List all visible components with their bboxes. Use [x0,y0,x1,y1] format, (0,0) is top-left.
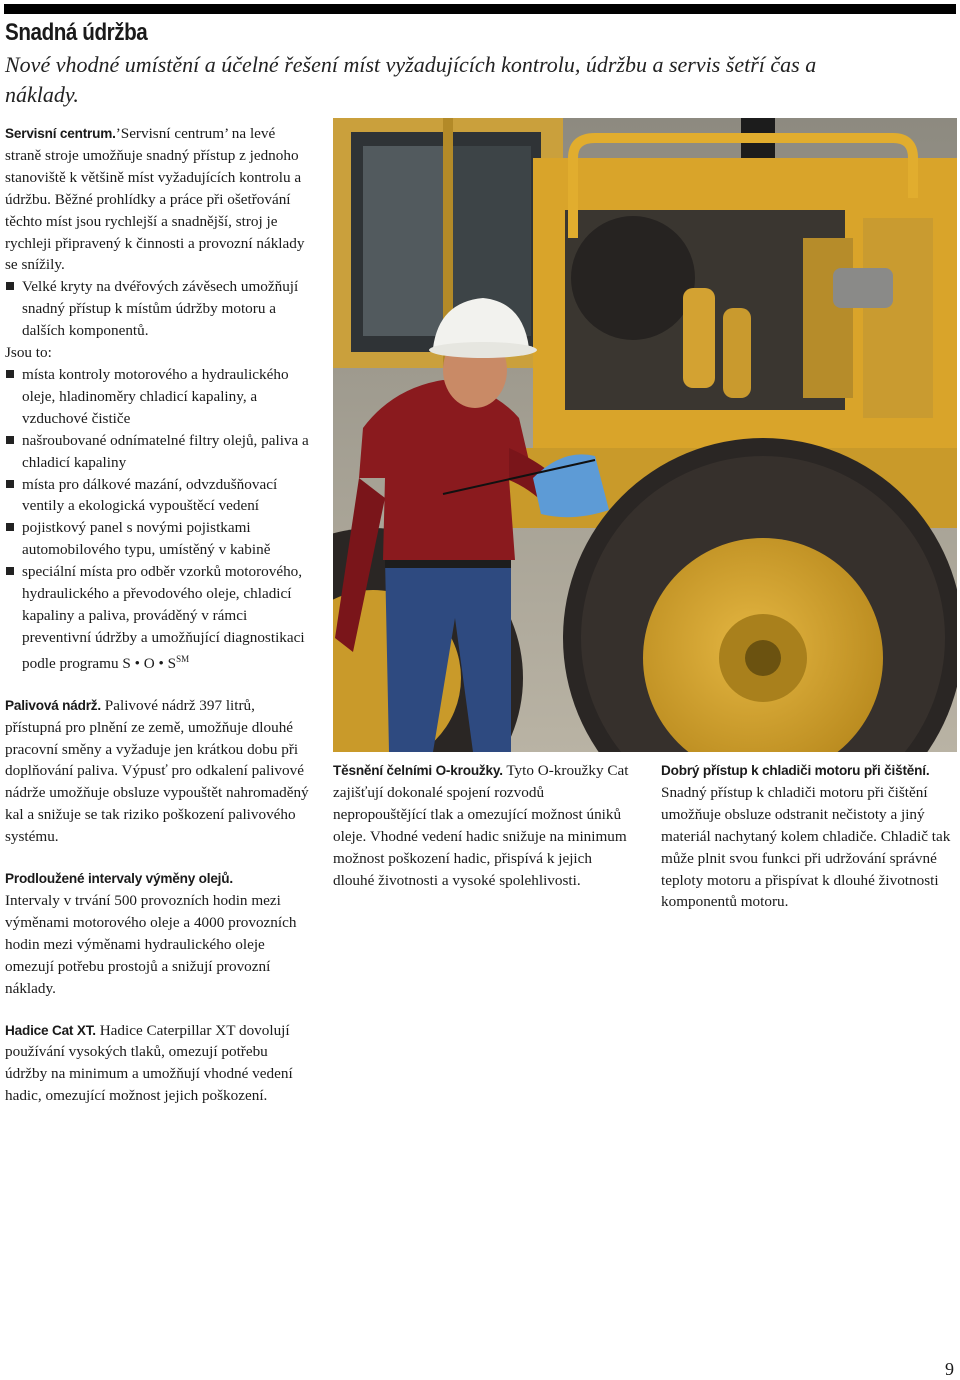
right-column [661,760,951,913]
list-intro: Jsou to: [5,344,52,362]
list-item: našroubované odnímatelné filtry olejů, paliva a chladicí kapaliny [5,430,310,474]
list-item: Velké kryty na dvéřových závěsech umožňují snadný přístup k místům údržby motoru a dalších komponentů. [5,276,310,342]
oil-intervals-lead: Prodloužené intervaly výměny olejů. [5,871,233,887]
service-points-list [5,364,310,675]
hoses-text: Hadice Caterpillar XT dovolují používání vysokých tlaků, omezují potřebu údržby na minimum a umožňují vhodné vedení hadic, omezující možnost jejich poškození. [5,1021,293,1105]
fuel-tank-lead: Palivová nádrž. [5,697,101,713]
middle-column [333,760,633,891]
o-ring-paragraph [333,760,633,891]
fuel-tank-text: Palivové nádrž 397 litrů, přístupná pro plnění ze země, umožňuje dlouhé pracovní směny a vyžaduje jen krátkou dobu při doplňování paliva. Výpusť pro odkalení palivové nádrže umožňuje obsluze vypouštět nahromaděný kal a snižuje se tak riziko poškození palivového systému. [5,696,309,846]
machine-service-photo [333,118,957,752]
page-subtitle: Nové vhodné umístění a účelné řešení míst vyžadujících kontrolu, údržbu a servis šetří čas a náklady. [5,52,817,107]
square-bullet-icon [6,480,14,488]
o-ring-lead: Těsnění čelními O-kroužky. [333,763,503,778]
square-bullet-icon [6,282,14,290]
list-item: speciální místa pro odběr vzorků motorového, hydraulického a převodového oleje, chladicí kapaliny a paliva, prováděný v rámci preventivní údržby a umožňující diagnostikaci podle programu S • O • S℠ [5,561,310,675]
page-number: 9 [945,1359,954,1379]
service-center-list [5,276,310,342]
square-bullet-icon [6,436,14,444]
fuel-tank-paragraph [5,695,310,848]
list-item: místa pro dálkové mazání, odvzdušňovací ventily a ekologická vypouštěcí vedení [5,474,310,518]
radiator-lead: Dobrý přístup k chladiči motoru při čištění. [661,763,930,778]
page-title: Snadná údržba [5,19,148,46]
hoses-paragraph [5,1020,310,1108]
oil-intervals-paragraph [5,868,310,999]
square-bullet-icon [6,523,14,531]
hoses-lead: Hadice Cat XT. [5,1022,96,1038]
left-column [5,123,310,1107]
service-center-paragraph [5,123,310,276]
radiator-paragraph [661,760,951,913]
radiator-text: Snadný přístup k chladiči motoru při čištění umožňuje obsluze odstranit nečistoty a jiný materiál nachytaný kolem chladiče. Chladič tak může plnit svou funkci při udržování správné teploty motoru a přispívat k dlouhé životnosti komponentů motoru. [661,783,951,911]
oil-intervals-text: Intervaly v trvání 500 provozních hodin mezi výměnami motorového oleje a 4000 provozních hodin mezi výměnami hydraulického oleje omezují potřebu prostojů a snižují provozní náklady. [5,891,297,997]
list-item: místa kontroly motorového a hydraulického oleje, hladinoměry chladicí kapaliny, a vzduchové čističe [5,364,310,430]
square-bullet-icon [6,370,14,378]
service-center-lead: Servisní centrum. [5,126,116,141]
header-rule [4,4,956,14]
service-center-text: ’Servisní centrum’ na levé straně stroje umožňuje snadný přístup z jednoho stanoviště k většině míst vyžadujících kontrolu a údržbu. Běžné prohlídky a práce při ošetřování těchto míst jsou rychlejší a snadnější, stroj je rychleji připravený k činnosti a provozní náklady se snížily. [5,125,305,274]
sos-superscript: SM [176,653,190,664]
list-item: pojistkový panel s novými pojistkami automobilového typu, umístěný v kabině [5,517,310,561]
o-ring-text: Tyto O-kroužky Cat zajišťují dokonalé spojení rozvodů nepropouštějící tlak a omezující možnost úniků oleje. Vhodné vedení hadic snižuje na minimum možnost poškození hadic, přispívá k jejich dlouhé životnosti a vysoké spolehlivosti. [333,762,629,889]
square-bullet-icon [6,567,14,575]
